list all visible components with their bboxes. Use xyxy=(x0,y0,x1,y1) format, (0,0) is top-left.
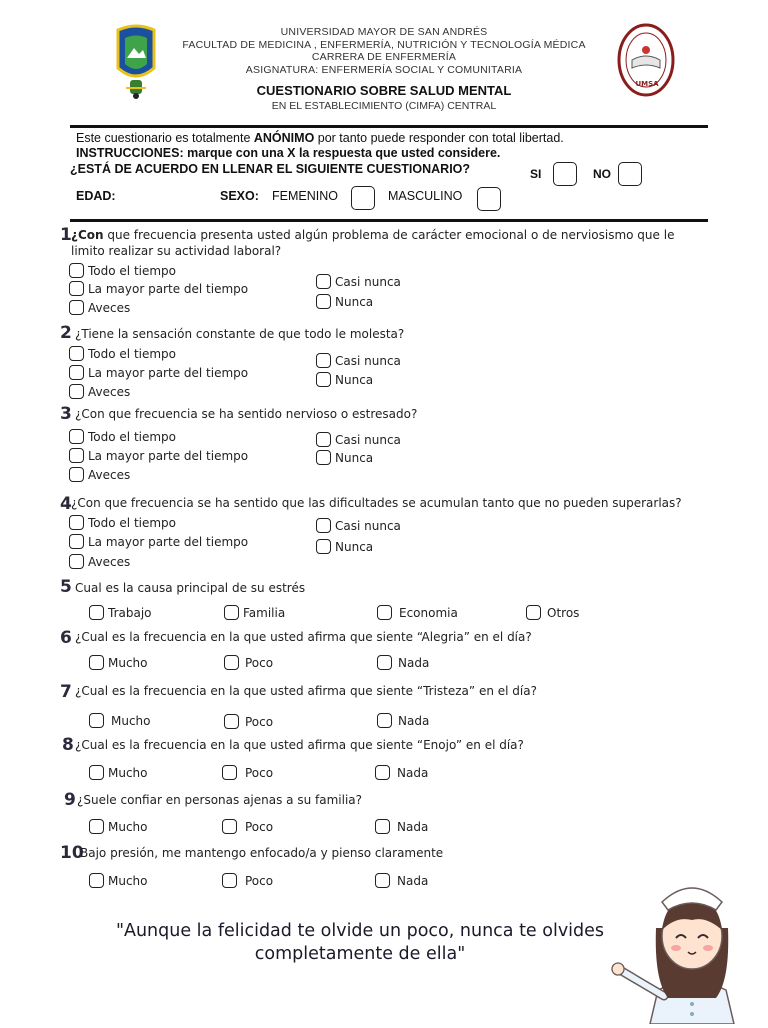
question-6-text: ¿Cual es la frecuencia en la que usted afirma que siente “Alegria” en el día? xyxy=(75,630,532,644)
sex-label: SEXO: xyxy=(220,189,259,203)
checkbox[interactable] xyxy=(377,605,392,620)
checkbox[interactable] xyxy=(69,515,84,530)
checkbox[interactable] xyxy=(69,534,84,549)
checkbox[interactable] xyxy=(69,429,84,444)
university-crest-logo xyxy=(112,22,160,102)
instructions: INSTRUCCIONES: marque con una X la respuesta que usted considere. xyxy=(76,146,501,160)
checkbox[interactable] xyxy=(69,384,84,399)
option-mucho[interactable]: Mucho xyxy=(89,712,151,729)
option-todo-el-tiempo[interactable]: Todo el tiempo xyxy=(69,262,176,279)
nurse-illustration xyxy=(606,870,756,1024)
question-number: 3 xyxy=(60,404,72,424)
checkbox[interactable] xyxy=(224,605,239,620)
consent-yes-checkbox[interactable] xyxy=(553,162,577,186)
checkbox[interactable] xyxy=(375,765,390,780)
option-mucho[interactable]: Mucho xyxy=(89,654,148,671)
checkbox[interactable] xyxy=(89,713,104,728)
question-1-text-cont: limito realizar su actividad laboral? xyxy=(71,244,282,258)
option-aveces[interactable]: Aveces xyxy=(69,299,130,316)
option-casi-nunca[interactable]: Casi nunca xyxy=(316,273,401,290)
header-line-university: UNIVERSIDAD MAYOR DE SAN ANDRÉS xyxy=(280,26,488,38)
option-mayor-parte[interactable]: La mayor parte del tiempo xyxy=(69,364,248,381)
option-todo-el-tiempo[interactable]: Todo el tiempo xyxy=(69,514,176,531)
checkbox[interactable] xyxy=(526,605,541,620)
question-9-text: ¿Suele confiar en personas ajenas a su familia? xyxy=(77,793,362,807)
checkbox[interactable] xyxy=(316,372,331,387)
document-subtitle: EN EL ESTABLECIMIENTO (CIMFA) CENTRAL xyxy=(271,100,497,112)
option-nada[interactable]: Nada xyxy=(375,818,428,835)
option-nunca[interactable]: Nunca xyxy=(316,293,373,310)
question-3-text: ¿Con que frecuencia se ha sentido nervioso o estresado? xyxy=(75,407,418,421)
consent-no-label: NO xyxy=(593,167,611,181)
top-divider xyxy=(70,125,708,128)
option-mucho[interactable]: Mucho xyxy=(89,872,148,889)
document-title: CUESTIONARIO SOBRE SALUD MENTAL xyxy=(256,83,512,98)
male-label: MASCULINO xyxy=(388,189,463,203)
option-nunca[interactable]: Nunca xyxy=(316,449,373,466)
question-5-text: Cual es la causa principal de su estrés xyxy=(75,581,306,595)
option-casi-nunca[interactable]: Casi nunca xyxy=(316,431,401,448)
question-2-text: ¿Tiene la sensación constante de que todo le molesta? xyxy=(75,327,405,341)
checkbox[interactable] xyxy=(69,346,84,361)
checkbox[interactable] xyxy=(89,765,104,780)
checkbox[interactable] xyxy=(222,873,237,888)
checkbox[interactable] xyxy=(69,467,84,482)
checkbox[interactable] xyxy=(69,448,84,463)
option-nunca[interactable]: Nunca xyxy=(316,538,373,555)
question-number: 9 xyxy=(64,790,76,810)
option-aveces[interactable]: Aveces xyxy=(69,553,130,570)
question-number: 4 xyxy=(60,494,72,514)
checkbox[interactable] xyxy=(316,432,331,447)
checkbox[interactable] xyxy=(375,819,390,834)
checkbox[interactable] xyxy=(69,281,84,296)
checkbox[interactable] xyxy=(69,365,84,380)
nursing-career-logo xyxy=(616,22,676,100)
option-otros[interactable]: Otros xyxy=(526,604,579,621)
option-poco[interactable]: Poco xyxy=(224,654,273,671)
checkbox[interactable] xyxy=(377,655,392,670)
question-10-text: Bajo presión, me mantengo enfocado/a y pienso claramente xyxy=(80,846,444,860)
consent-question: ¿ESTÁ DE ACUERDO EN LLENAR EL SIGUIENTE CUESTIONARIO? xyxy=(70,162,471,176)
male-checkbox[interactable] xyxy=(477,187,501,211)
checkbox[interactable] xyxy=(69,263,84,278)
option-nunca[interactable]: Nunca xyxy=(316,371,373,388)
question-1-text: ¿Con que frecuencia presenta usted algún problema de carácter emocional o de nerviosismo que le xyxy=(71,228,675,242)
checkbox[interactable] xyxy=(316,518,331,533)
question-number: 5 xyxy=(60,577,72,597)
checkbox[interactable] xyxy=(89,655,104,670)
age-label: EDAD: xyxy=(76,189,116,203)
option-casi-nunca[interactable]: Casi nunca xyxy=(316,352,401,369)
option-aveces[interactable]: Aveces xyxy=(69,466,130,483)
option-mucho[interactable]: Mucho xyxy=(89,818,148,835)
option-mayor-parte[interactable]: La mayor parte del tiempo xyxy=(69,533,248,550)
option-poco[interactable]: Poco xyxy=(222,818,273,835)
option-nada[interactable]: Nada xyxy=(375,872,428,889)
checkbox[interactable] xyxy=(316,294,331,309)
checkbox[interactable] xyxy=(222,819,237,834)
option-mayor-parte[interactable]: La mayor parte del tiempo xyxy=(69,280,248,297)
header-line-career: CARRERA DE ENFERMERÍA xyxy=(311,51,457,63)
option-familia[interactable]: Familia xyxy=(224,604,285,621)
consent-no-checkbox[interactable] xyxy=(618,162,642,186)
question-number: 6 xyxy=(60,628,72,648)
option-todo-el-tiempo[interactable]: Todo el tiempo xyxy=(69,428,176,445)
question-4-text: ¿Con que frecuencia se ha sentido que las dificultades se acumulan tanto que no pueden superarlas? xyxy=(71,496,682,510)
bottom-divider xyxy=(70,219,708,222)
question-number: 7 xyxy=(60,682,72,702)
checkbox[interactable] xyxy=(224,655,239,670)
motivational-quote-line1: "Aunque la felicidad te olvide un poco, nunca te olvides xyxy=(115,921,605,941)
option-aveces[interactable]: Aveces xyxy=(69,383,130,400)
consent-yes-label: SI xyxy=(530,167,542,181)
option-mucho[interactable]: Mucho xyxy=(89,764,148,781)
motivational-quote-line2: completamente de ella" xyxy=(254,944,466,964)
option-poco[interactable]: Poco xyxy=(224,713,273,730)
option-mayor-parte[interactable]: La mayor parte del tiempo xyxy=(69,447,248,464)
checkbox[interactable] xyxy=(89,819,104,834)
question-8-text: ¿Cual es la frecuencia en la que usted afirma que siente “Enojo” en el día? xyxy=(75,738,524,752)
question-7-text: ¿Cual es la frecuencia en la que usted afirma que siente “Tristeza” en el día? xyxy=(75,684,537,698)
question-number: 8 xyxy=(62,735,74,755)
checkbox[interactable] xyxy=(69,300,84,315)
question-number: 10 xyxy=(60,843,84,863)
checkbox[interactable] xyxy=(375,873,390,888)
option-casi-nunca[interactable]: Casi nunca xyxy=(316,517,401,534)
question-number: 1 xyxy=(60,225,72,245)
option-poco[interactable]: Poco xyxy=(222,764,273,781)
option-economia[interactable]: Economia xyxy=(377,604,458,621)
option-nada[interactable]: Nada xyxy=(377,654,429,671)
female-checkbox[interactable] xyxy=(351,186,375,210)
checkbox[interactable] xyxy=(89,605,104,620)
umsa-logo-text: UMSA xyxy=(635,80,659,88)
female-label: FEMENINO xyxy=(272,189,338,203)
option-nada[interactable]: Nada xyxy=(377,712,429,729)
checkbox[interactable] xyxy=(377,713,392,728)
header-line-subject: ASIGNATURA: ENFERMERÍA SOCIAL Y COMUNITARIA xyxy=(245,63,523,76)
question-number: 2 xyxy=(60,323,72,343)
header-line-faculty: FACULTAD DE MEDICINA , ENFERMERÍA, NUTRICIÓN Y TECNOLOGÍA MÉDICA xyxy=(182,38,586,51)
checkbox[interactable] xyxy=(316,450,331,465)
option-poco[interactable]: Poco xyxy=(222,872,273,889)
checkbox[interactable] xyxy=(316,274,331,289)
option-todo-el-tiempo[interactable]: Todo el tiempo xyxy=(69,345,176,362)
checkbox[interactable] xyxy=(69,554,84,569)
checkbox[interactable] xyxy=(316,353,331,368)
checkbox[interactable] xyxy=(89,873,104,888)
checkbox[interactable] xyxy=(316,539,331,554)
option-nada[interactable]: Nada xyxy=(375,764,428,781)
anonymous-note: Este cuestionario es totalmente ANÓNIMO por tanto puede responder con total libertad. xyxy=(76,131,564,145)
checkbox[interactable] xyxy=(222,765,237,780)
checkbox[interactable] xyxy=(224,714,239,729)
option-trabajo[interactable]: Trabajo xyxy=(89,604,152,621)
